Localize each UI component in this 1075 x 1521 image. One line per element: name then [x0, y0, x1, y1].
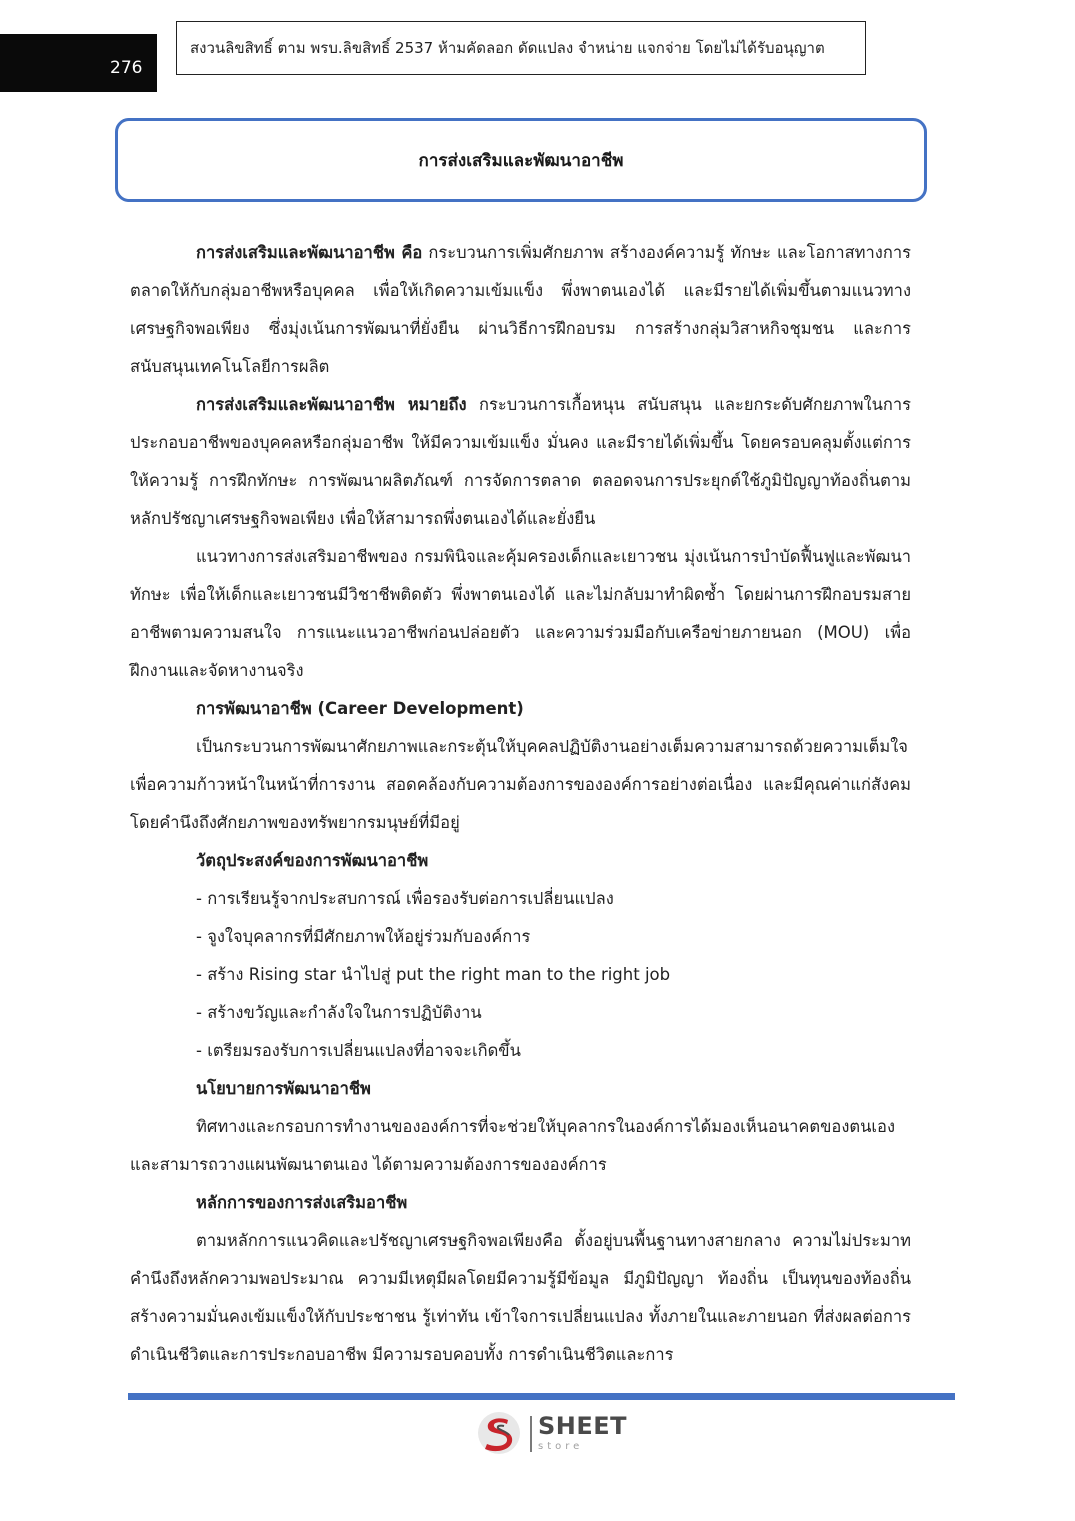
logo-divider	[530, 1416, 532, 1452]
paragraph-text: กระบวนการเพิ่มศักยภาพ สร้างองค์ความรู้ ทักษะ และโอกาสทางการตลาดให้กับกลุ่มอาชีพหรือบุคคล เพื่อให้เกิดความเข้มแข็ง พึ่งพาตนเองได้ และมีรายได้เพิ่มขึ้นตามแนวทางเศรษฐกิจพอเพียง ซึ่งมุ่งเน้นการพัฒนาที่ยั่งยืน ผ่านวิธีการฝึกอบรม การสร้างกลุ่มวิสาหกิจชุมชน และการสนับสนุนเทคโนโลยีการผลิต	[130, 243, 911, 376]
page-title-box	[115, 118, 927, 202]
heading-principles: หลักการของการส่งเสริมอาชีพ	[196, 1193, 408, 1212]
paragraph-principles: ตามหลักการแนวคิดและปรัชญาเศรษฐกิจพอเพียงคือ ตั้งอยู่บนพื้นฐานทางสายกลาง ความไม่ประมาท คำนึงถึงหลักความพอประมาณ ความมีเหตุมีผลโดยมีความรู้มีข้อมูล มีภูมิปัญญา ท้องถิ่น เป็นทุนของท้องถิ่น สร้างความมั่นคงเข้มแข็งให้กับประชาชน รู้เท่าทัน เข้าใจการเปลี่ยนแปลง ทั้งภายในและภายนอก ที่ส่งผลต่อการ ดำเนินชีวิตและการประกอบอาชีพ มีความรอบคอบทั้ง การดำเนินชีวิตและการ	[130, 1231, 911, 1364]
objective-item: - สร้าง Rising star นำไปสู่ put the right man to the right job	[196, 965, 671, 984]
objective-item: - จูงใจบุคลากรที่มีศักยภาพให้อยู่ร่วมกับองค์การ	[196, 927, 531, 946]
sheet-store-logo	[476, 1410, 636, 1460]
sheet-store-s-icon	[476, 1410, 522, 1456]
heading-objectives: วัตถุประสงค์ของการพัฒนาอาชีพ	[196, 851, 429, 870]
copyright-text: สงวนลิขสิทธิ์ ตาม พรบ.ลิขสิทธิ์ 2537 ห้ามคัดลอก ดัดแปลง จำหน่าย แจกจ่าย โดยไม่ได้รับอนุญาต	[190, 39, 825, 57]
copyright-notice	[176, 21, 866, 75]
document-body	[130, 234, 911, 1374]
term-definition-1: การส่งเสริมและพัฒนาอาชีพ คือ	[196, 243, 423, 262]
heading-policy: นโยบายการพัฒนาอาชีพ	[196, 1079, 371, 1098]
paragraph-definition-2	[130, 386, 911, 538]
logo-subtext: store	[538, 1441, 584, 1452]
paragraph-definition-1	[130, 234, 911, 386]
paragraph-guideline: แนวทางการส่งเสริมอาชีพของ กรมพินิจและคุ้มครองเด็กและเยาวชน มุ่งเน้นการบำบัดฟื้นฟูและพัฒนาทักษะ เพื่อให้เด็กและเยาวชนมีวิชาชีพติดตัว พึ่งพาตนเองได้ และไม่กลับมาทำผิดซ้ำ โดยผ่านการฝึกอบรมสายอาชีพตามความสนใจ การแนะแนวอาชีพก่อนปล่อยตัว และความร่วมมือกับเครือข่ายภายนอก (MOU) เพื่อฝึกงานและจัดหางานจริง	[130, 547, 911, 680]
footer-divider	[128, 1393, 955, 1400]
paragraph-text: กระบวนการเกื้อหนุน สนับสนุน และยกระดับศักยภาพในการประกอบอาชีพของบุคคลหรือกลุ่มอาชีพ ให้มีความเข้มแข็ง มั่นคง และมีรายได้เพิ่มขึ้น โดยครอบคลุมตั้งแต่การให้ความรู้ การฝึกทักษะ การพัฒนาผลิตภัณฑ์ การจัดการตลาด ตลอดจนการประยุกต์ใช้ภูมิปัญญาท้องถิ่นตามหลักปรัชญาเศรษฐกิจพอเพียง เพื่อให้สามารถพึ่งตนเองได้และยั่งยืน	[130, 395, 912, 528]
page-title: การส่งเสริมและพัฒนาอาชีพ	[418, 150, 624, 171]
term-definition-2: การส่งเสริมและพัฒนาอาชีพ หมายถึง	[196, 395, 467, 414]
objective-item: - การเรียนรู้จากประสบการณ์ เพื่อรองรับต่อการเปลี่ยนแปลง	[196, 889, 614, 908]
page-number: 276	[110, 58, 143, 78]
heading-career-development: การพัฒนาอาชีพ (Career Development)	[196, 699, 524, 718]
paragraph-policy: ทิศทางและกรอบการทำงานขององค์การที่จะช่วยให้บุคลากรในองค์การได้มองเห็นอนาคตของตนเอง และสามารถวางแผนพัฒนาตนเอง ได้ตามความต้องการขององค์การ	[130, 1117, 895, 1174]
objective-item: - เตรียมรองรับการเปลี่ยนแปลงที่อาจจะเกิดขึ้น	[196, 1041, 521, 1060]
page-number-tab	[0, 34, 157, 92]
paragraph-career-development: เป็นกระบวนการพัฒนาศักยภาพและกระตุ้นให้บุคคลปฏิบัติงานอย่างเต็มความสามารถด้วยความเต็มใจ เพื่อความก้าวหน้าในหน้าที่การงาน สอดคล้องกับความต้องการขององค์การอย่างต่อเนื่อง และมีคุณค่าแก่สังคม โดยคำนึงถึงศักยภาพของทรัพยากรมนุษย์ที่มีอยู่	[130, 737, 911, 832]
logo-wordmark: SHEET	[538, 1412, 628, 1440]
objective-item: - สร้างขวัญและกำลังใจในการปฏิบัติงาน	[196, 1003, 482, 1022]
